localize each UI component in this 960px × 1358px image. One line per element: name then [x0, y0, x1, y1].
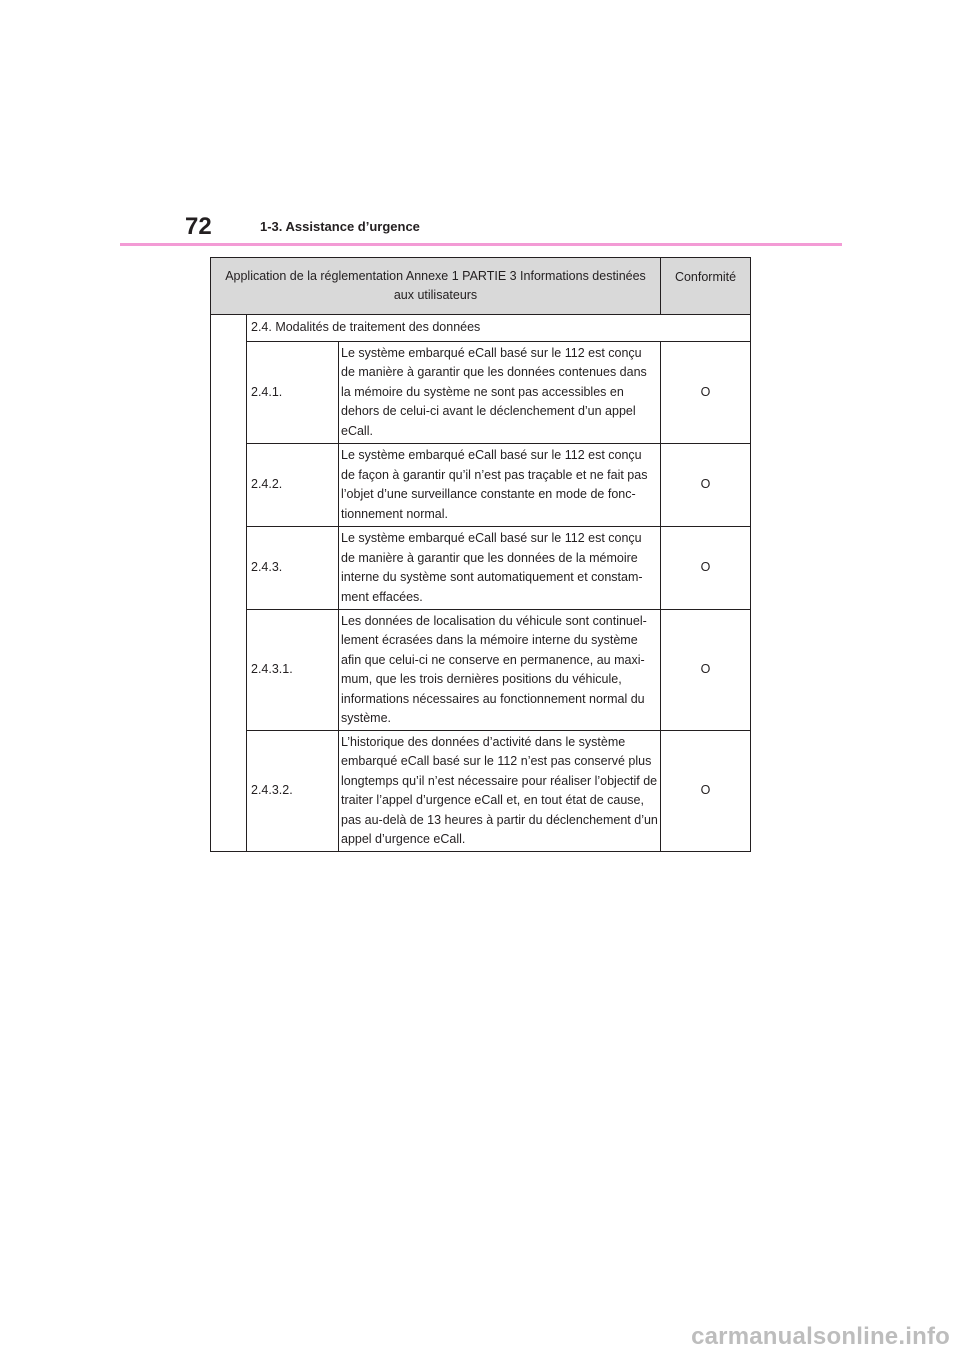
page-number: 72: [185, 213, 212, 240]
row-conformity: O: [661, 527, 751, 610]
row-conformity: O: [661, 610, 751, 731]
table-row: [211, 731, 751, 852]
group-title: 2.4. Modalités de traitement des données: [247, 315, 751, 342]
row-number: 2.4.3.: [247, 527, 339, 610]
table-row: [211, 342, 751, 444]
header-rule: [120, 243, 842, 246]
row-text: Le système embarqué eCall basé sur le 112 est conçu de façon à garantir qu’il n’est pas traçable et ne fait pas l’objet d’une surveillance constante en mode de fonc-tionnement normal.: [339, 444, 661, 527]
section-title: 1-3. Assistance d’urgence: [260, 219, 420, 234]
row-number: 2.4.3.2.: [247, 731, 339, 852]
row-number: 2.4.1.: [247, 342, 339, 444]
row-conformity: O: [661, 444, 751, 527]
row-conformity: O: [661, 731, 751, 852]
table-row: [211, 527, 751, 610]
conformity-table: [210, 257, 751, 852]
table-row: [211, 610, 751, 731]
row-text: Les données de localisation du véhicule sont continuel-lement écrasées dans la mémoire interne du système afin que celui-ci ne conserve en permanence, au maxi-mum, que les trois dernières positions du véhicule, informations nécessaires au fonctionnement normal du système.: [339, 610, 661, 731]
table-group-row: [211, 315, 751, 342]
row-conformity: O: [661, 342, 751, 444]
row-text: L’historique des données d’activité dans le système embarqué eCall basé sur le 112 n’est pas conservé plus longtemps qu’il n’est nécessaire pour réaliser l’objectif de traiter l’appel d’urgence eCall et, en tout état de cause, pas au-delà de 13 heures à partir du déclenchement d’un appel d’urgence eCall.: [339, 731, 661, 852]
watermark: carmanualsonline.info: [691, 1323, 950, 1350]
row-number: 2.4.2.: [247, 444, 339, 527]
header-conformity: Conformité: [661, 258, 751, 315]
table-header-row: [211, 258, 751, 315]
indent-cell: [211, 315, 247, 852]
header-application: Application de la réglementation Annexe 1 PARTIE 3 Informations destinées aux utilisateurs: [211, 258, 661, 315]
row-number: 2.4.3.1.: [247, 610, 339, 731]
row-text: Le système embarqué eCall basé sur le 112 est conçu de manière à garantir que les données de la mémoire interne du système sont automatiquement et constam-ment effacées.: [339, 527, 661, 610]
table-row: [211, 444, 751, 527]
row-text: Le système embarqué eCall basé sur le 112 est conçu de manière à garantir que les données contenues dans la mémoire du système ne sont pas accessibles en dehors de celui-ci avant le déclenchement d’un appel eCall.: [339, 342, 661, 444]
